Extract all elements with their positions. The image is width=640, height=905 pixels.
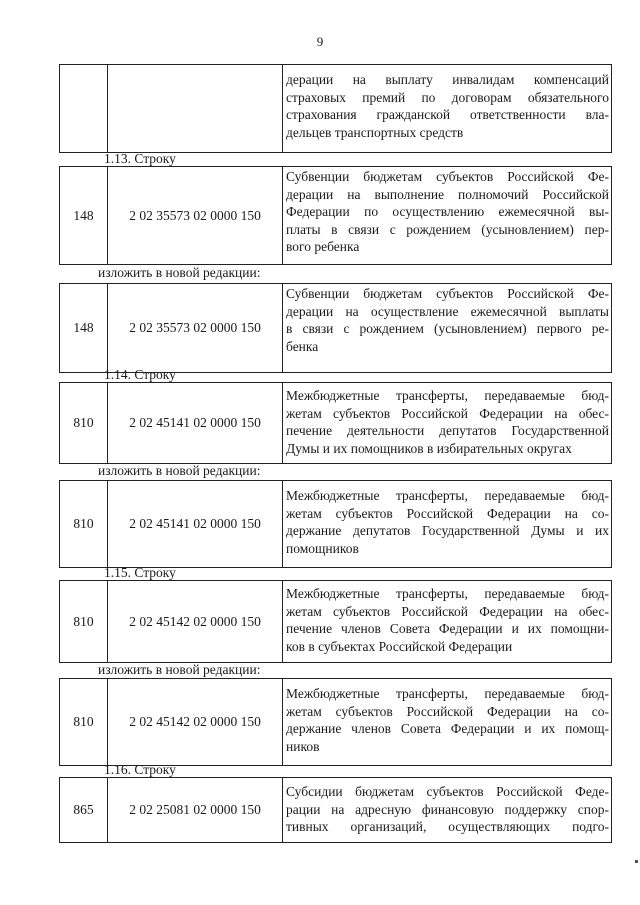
table-row: [59, 283, 612, 373]
description-cell: [283, 65, 612, 153]
description-line: дерации на выплату инвалидам компенсаций: [286, 72, 609, 87]
description-cell: [283, 581, 612, 663]
description-line: дерации на выполнение полномочий Российской: [286, 186, 609, 202]
kbk-cell: 2 02 45142 02 0000 150: [108, 581, 283, 663]
table-row: [59, 64, 612, 153]
caption-row: 1.16. Строку: [104, 762, 176, 777]
caption-row: 1.13. Строку: [104, 151, 176, 166]
description-cell: [283, 284, 612, 373]
table-row: [59, 777, 612, 843]
description-line: в связи с рождением (усыновлением) первого ре-: [286, 321, 609, 336]
caption-row: изложить в новой редакции:: [98, 463, 261, 478]
kbk-cell: 2 02 25081 02 0000 150: [108, 778, 283, 843]
table-row: [59, 480, 612, 568]
description-line: жетам субъектов Российской Федерации на обес-: [286, 603, 609, 619]
code-cell: 810: [60, 679, 108, 766]
description-cell: [283, 167, 612, 265]
description-line: Думы и их помощников в избирательных округах: [286, 440, 572, 456]
kbk-cell: 2 02 45141 02 0000 150: [108, 383, 283, 464]
code-cell: 148: [60, 284, 108, 373]
description-line: дельцев транспортных средств: [286, 124, 464, 140]
description-line: жетам субъектов Российской Федерации на со-: [286, 703, 609, 719]
description-line: рации на адресную финансовую поддержку спор-: [286, 801, 609, 817]
caption-row: 1.14. Строку: [104, 367, 176, 382]
caption-row: изложить в новой редакции:: [98, 662, 261, 677]
caption-row: 1.15. Строку: [104, 565, 176, 580]
table-row: [59, 580, 612, 663]
kbk-cell: 2 02 35573 02 0000 150: [108, 167, 283, 265]
code-cell: [60, 65, 108, 153]
description-line: Межбюджетные трансферты, передаваемые бюд-: [286, 586, 609, 601]
description-line: Межбюджетные трансферты, передаваемые бюд-: [286, 686, 609, 701]
description-line: платы в связи с рождением (усыновлением) пер-: [286, 221, 609, 237]
description-line: вого ребенка: [286, 239, 360, 254]
description-line: Субсидии бюджетам субъектов Российской Феде-: [286, 784, 609, 799]
description-line: печение деятельности депутатов Государственной: [286, 423, 609, 438]
description-line: Субвенции бюджетам субъектов Российской Фе-: [286, 169, 609, 184]
kbk-cell: 2 02 35573 02 0000 150: [108, 284, 283, 373]
page-number: 9: [316, 34, 324, 49]
description-line: Субвенции бюджетам субъектов Российской Фе-: [286, 286, 609, 301]
description-line: Межбюджетные трансферты, передаваемые бюд-: [286, 388, 609, 403]
code-cell: 865: [60, 778, 108, 843]
caption-row: изложить в новой редакции:: [98, 265, 261, 280]
description-line: держание членов Совета Федерации и их помощ-: [286, 721, 609, 736]
description-line: ков в субъектах Российской Федерации: [286, 638, 513, 654]
description-line: страховых премий по договорам обязательного: [286, 89, 609, 105]
code-cell: 810: [60, 481, 108, 568]
description-line: ников: [286, 738, 320, 754]
description-cell: [283, 383, 612, 464]
table-row: [59, 166, 612, 265]
description-line: дерации на осуществление ежемесячной выплаты: [286, 303, 609, 319]
scan-mark: [635, 860, 638, 863]
description-line: бенка: [286, 338, 319, 354]
description-cell: [283, 778, 612, 843]
code-cell: 148: [60, 167, 108, 265]
description-line: тивных организаций, осуществляющих подго-: [286, 819, 609, 834]
description-line: Федерации по осуществлению ежемесячной вы-: [286, 204, 609, 219]
code-cell: 810: [60, 383, 108, 464]
description-line: печение членов Совета Федерации и их помощни-: [286, 621, 609, 636]
description-line: страхования гражданской ответственности вла-: [286, 107, 609, 122]
description-cell: [283, 679, 612, 766]
description-line: держание депутатов Государственной Думы и их: [286, 523, 609, 538]
description-line: Межбюджетные трансферты, передаваемые бюд-: [286, 488, 609, 503]
code-cell: 810: [60, 581, 108, 663]
description-line: жетам субъектов Российской Федерации на обес-: [286, 405, 609, 421]
kbk-cell: 2 02 45142 02 0000 150: [108, 679, 283, 766]
table-row: [59, 382, 612, 464]
table-row: [59, 678, 612, 766]
description-cell: [283, 481, 612, 568]
kbk-cell: [108, 65, 283, 153]
description-line: помощников: [286, 540, 359, 556]
kbk-cell: 2 02 45141 02 0000 150: [108, 481, 283, 568]
description-line: жетам субъектов Российской Федерации на со-: [286, 505, 609, 521]
